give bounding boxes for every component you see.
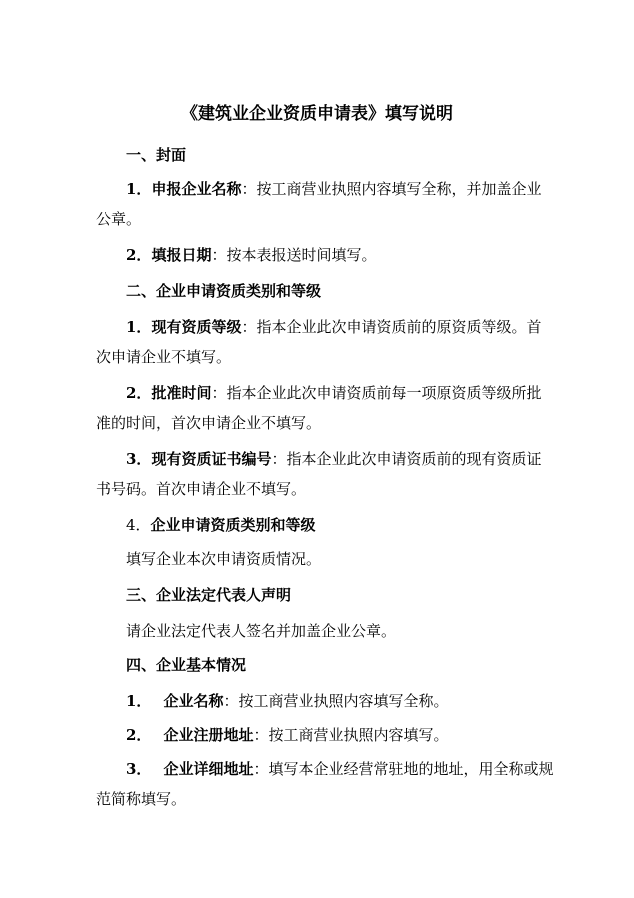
item-detailed-address: 3． 企业详细地址：填写本企业经营常驻地的地址，用全称或规 (126, 760, 554, 778)
item-certificate-number: 3．现有资质证书编号：指本企业此次申请资质前的现有资质证 (126, 450, 542, 468)
item-applied-qualification: 4．企业申请资质类别和等级 (126, 516, 316, 534)
item-approval-time-continued: 准的时间，首次申请企业不填写。 (96, 414, 322, 432)
item-fill-date: 2．填报日期：按本表报送时间填写。 (126, 246, 377, 264)
document-title: 《建筑业企业资质申请表》填写说明 (181, 104, 453, 124)
item-company-name: 1． 企业名称：按工商营业执照内容填写全称。 (126, 692, 449, 710)
item-current-level-continued: 次申请企业不填写。 (96, 348, 232, 366)
item-certificate-number-continued: 书号码。首次申请企业不填写。 (96, 480, 307, 498)
item-applicant-name: 1．申报企业名称：按工商营业执照内容填写全称，并加盖企业 (126, 180, 542, 198)
section-heading-qualification: 二、企业申请资质类别和等级 (126, 282, 322, 300)
section-heading-basic-info: 四、企业基本情况 (126, 656, 247, 674)
item-applicant-name-continued: 公章。 (96, 210, 142, 228)
item-current-level: 1．现有资质等级：指本企业此次申请资质前的原资质等级。首 (126, 318, 542, 336)
item-approval-time: 2．批准时间：指本企业此次申请资质前每一项原资质等级所批 (126, 384, 542, 402)
item-registered-address: 2． 企业注册地址：按工商营业执照内容填写。 (126, 726, 449, 744)
item-detailed-address-continued: 范简称填写。 (96, 790, 187, 808)
item-applied-qualification-text: 填写企业本次申请资质情况。 (126, 550, 322, 568)
section-heading-legal-rep: 三、企业法定代表人声明 (126, 586, 292, 604)
legal-rep-text: 请企业法定代表人签名并加盖企业公章。 (126, 622, 397, 640)
section-heading-cover: 一、封面 (126, 146, 187, 164)
